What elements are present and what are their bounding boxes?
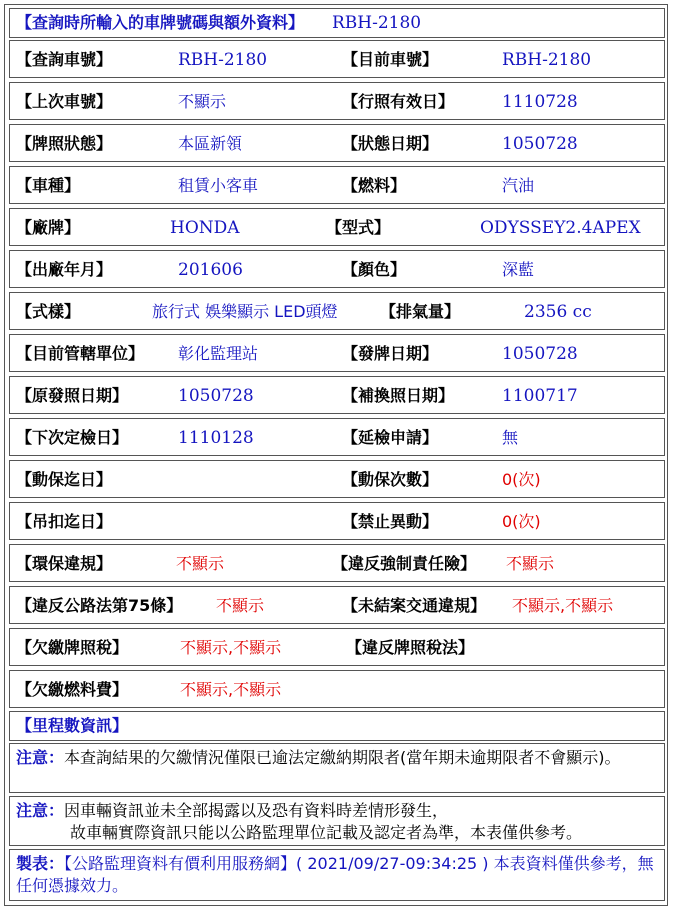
field-label: 【環保違規】 <box>16 554 113 573</box>
info-row <box>9 628 665 666</box>
field-label: 【延檢申請】 <box>342 428 439 447</box>
field-label: 【動保迄日】 <box>16 470 113 489</box>
note1-text: 本查詢結果的欠繳情況僅限已逾法定繳納期限者(當年期未逾期限者不會顯示)。 <box>64 748 621 767</box>
field-value: 1050728 <box>502 344 578 364</box>
info-row <box>9 166 665 204</box>
field-label: 【補換照日期】 <box>342 386 455 405</box>
field-value: 1100717 <box>502 386 578 406</box>
info-row <box>9 586 665 624</box>
info-row <box>9 418 665 456</box>
field-value: 201606 <box>178 260 243 280</box>
field-value: 不顯示,不顯示 <box>180 638 282 657</box>
info-row <box>9 292 665 330</box>
field-label: 【牌照狀態】 <box>16 134 113 153</box>
info-row <box>9 670 665 708</box>
field-label: 【狀態日期】 <box>342 134 439 153</box>
header-plate: RBH-2180 <box>332 13 422 33</box>
info-row <box>9 334 665 372</box>
field-value: 1110728 <box>502 92 578 112</box>
field-label: 【禁止異動】 <box>342 512 439 531</box>
field-label: 【原發照日期】 <box>16 386 129 405</box>
field-value: 本區新領 <box>178 134 243 153</box>
field-label: 【廠牌】 <box>16 218 81 237</box>
footer-label: 製表： <box>16 854 65 873</box>
footer-row <box>9 849 665 901</box>
mileage-row <box>9 711 665 741</box>
field-label: 【顏色】 <box>342 260 407 279</box>
field-label: 【違反公路法第75條】 <box>16 596 183 615</box>
field-value: 1050728 <box>178 386 254 406</box>
note2-label: 注意： <box>16 801 65 820</box>
field-value: 2356 cc <box>524 302 592 322</box>
info-row <box>9 544 665 582</box>
field-value: 0(次) <box>502 512 541 531</box>
field-value: 彰化監理站 <box>178 344 259 363</box>
info-row <box>9 208 665 246</box>
field-value: 無 <box>502 428 519 447</box>
field-value: 1110128 <box>178 428 254 448</box>
info-row <box>9 376 665 414</box>
field-label: 【欠繳牌照稅】 <box>16 638 129 657</box>
note1-row <box>9 743 665 793</box>
field-value: 不顯示,不顯示 <box>180 680 282 699</box>
note2-line2: 故車輛實際資訊只能以公路監理單位記載及認定者為準，本表僅供參考。 <box>70 823 583 842</box>
field-value: 不顯示 <box>176 554 225 573</box>
field-label: 【下次定檢日】 <box>16 428 129 447</box>
field-value: 不顯示 <box>506 554 555 573</box>
field-label: 【型式】 <box>326 218 391 237</box>
report-container <box>4 4 668 906</box>
header-title: 【查詢時所輸入的車牌號碼與額外資料】 <box>16 13 305 32</box>
footer-link[interactable]: 【公路監理資料有價利用服務網】 <box>64 854 297 873</box>
note2-line1: 因車輛資訊並未全部揭露以及恐有資料時差情形發生， <box>64 801 449 820</box>
field-value: 不顯示 <box>178 92 227 111</box>
field-value: ODYSSEY2.4APEX <box>480 218 641 238</box>
mileage-title: 【里程數資訊】 <box>16 716 129 735</box>
note1-label: 注意： <box>16 748 65 767</box>
field-value: RBH-2180 <box>178 50 268 70</box>
field-label: 【違反強制責任險】 <box>332 554 477 573</box>
field-label: 【出廠年月】 <box>16 260 113 279</box>
info-row <box>9 82 665 120</box>
field-value: 不顯示,不顯示 <box>512 596 614 615</box>
field-label: 【吊扣迄日】 <box>16 512 113 531</box>
field-value: HONDA <box>170 218 240 238</box>
field-value: 1050728 <box>502 134 578 154</box>
footer-text: ( 2021/09/27-09:34:25 ) 本表資料僅供參考，無任何憑據效力。 <box>16 854 654 895</box>
field-label: 【未結案交通違規】 <box>342 596 487 615</box>
field-value: 不顯示 <box>216 596 265 615</box>
field-label: 【式樣】 <box>16 302 81 321</box>
field-value: RBH-2180 <box>502 50 592 70</box>
field-label: 【行照有效日】 <box>342 92 455 111</box>
field-value: 0(次) <box>502 470 541 489</box>
field-value: 深藍 <box>502 260 535 279</box>
field-label: 【車種】 <box>16 176 81 195</box>
header-row <box>9 8 665 38</box>
field-label: 【燃料】 <box>342 176 407 195</box>
field-label: 【發牌日期】 <box>342 344 439 363</box>
field-label: 【目前車號】 <box>342 50 439 69</box>
field-label: 【上次車號】 <box>16 92 113 111</box>
info-row <box>9 124 665 162</box>
field-label: 【查詢車號】 <box>16 50 113 69</box>
field-label: 【違反牌照稅法】 <box>346 638 475 657</box>
field-label: 【排氣量】 <box>380 302 461 321</box>
field-value: 旅行式 娛樂顯示 LED頭燈 <box>152 302 338 321</box>
field-label: 【動保次數】 <box>342 470 439 489</box>
field-value: 租賃小客車 <box>178 176 259 195</box>
field-value: 汽油 <box>502 176 535 195</box>
info-row <box>9 250 665 288</box>
note2-row <box>9 796 665 846</box>
field-label: 【欠繳燃料費】 <box>16 680 129 699</box>
info-row <box>9 40 665 78</box>
field-label: 【目前管轄單位】 <box>16 344 145 363</box>
info-row <box>9 502 665 540</box>
info-row <box>9 460 665 498</box>
